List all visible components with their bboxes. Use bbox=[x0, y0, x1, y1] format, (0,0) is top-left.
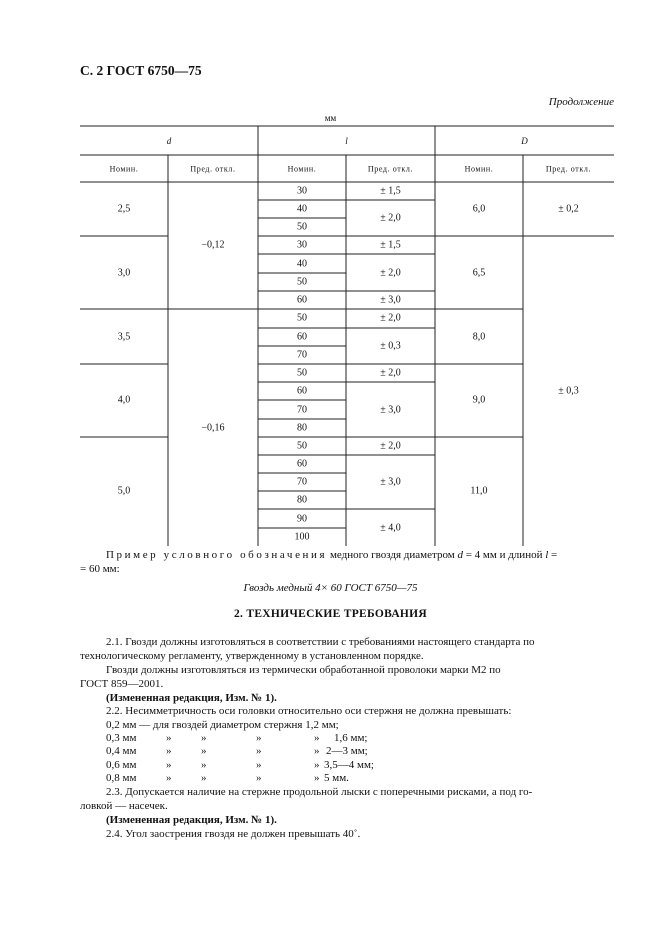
header-d: d bbox=[166, 136, 172, 146]
l-nominal-cell: 40 bbox=[297, 203, 307, 215]
col-l-nominal: Номин. bbox=[287, 164, 317, 174]
l-nominal-cell: 30 bbox=[297, 185, 307, 197]
example-text-a: медного гвоздя диаметром bbox=[327, 549, 458, 561]
ditto-row-left: 0,3 мм bbox=[106, 732, 137, 744]
l-nominal-cell: 40 bbox=[297, 258, 307, 270]
l-nominal-cell: 60 bbox=[297, 458, 307, 470]
d-nominal-cell: 3,5 bbox=[117, 331, 131, 343]
ditto-row-value: 5 мм. bbox=[324, 772, 349, 784]
ditto-mark: » bbox=[166, 759, 172, 771]
col-D-nominal: Номин. bbox=[464, 164, 494, 174]
amendment-note: (Измененная редакция, Изм. № 1). bbox=[106, 814, 277, 826]
unit-label: мм bbox=[324, 113, 337, 123]
ditto-row-value: 3,5—4 мм; bbox=[324, 759, 374, 771]
col-D-tolerance: Пред. откл. bbox=[545, 164, 592, 174]
p21b-line2: ГОСТ 859—2001. bbox=[80, 678, 164, 690]
example-spaced: Пример условного обозначения bbox=[106, 549, 328, 561]
example-text-b: = 4 мм и длиной bbox=[462, 549, 546, 561]
l-nominal-cell: 60 bbox=[297, 331, 307, 343]
l-nominal-cell: 50 bbox=[297, 312, 307, 324]
p22-text: 2.2. Несимметричность оси головки относительно оси стержня не должна превышать: bbox=[106, 705, 512, 717]
D-nominal-cell: 6,0 bbox=[472, 203, 486, 215]
p24-text: 2.4. Угол заострения гвоздя не должен превышать 40˚. bbox=[106, 828, 361, 840]
example-var-d: d bbox=[457, 549, 463, 561]
ditto-mark: » bbox=[314, 772, 320, 784]
ditto-mark: » bbox=[256, 759, 262, 771]
l-tolerance-cell: ± 3,0 bbox=[380, 476, 401, 488]
l-nominal-cell: 70 bbox=[297, 476, 307, 488]
ditto-row-left: 0,6 мм bbox=[106, 759, 137, 771]
ditto-row-left: 0,8 мм bbox=[106, 772, 137, 784]
l-nominal-cell: 80 bbox=[297, 494, 307, 506]
d-nominal-cell: 3,0 bbox=[117, 267, 131, 279]
l-nominal-cell: 70 bbox=[297, 404, 307, 416]
ditto-mark: » bbox=[166, 772, 172, 784]
l-nominal-cell: 90 bbox=[297, 513, 307, 525]
header-l: l bbox=[345, 136, 348, 146]
l-tolerance-cell: ± 3,0 bbox=[380, 404, 401, 416]
ditto-mark: » bbox=[256, 772, 262, 784]
l-tolerance-cell: ± 1,5 bbox=[380, 239, 401, 251]
D-nominal-cell: 8,0 bbox=[472, 331, 486, 343]
l-tolerance-cell: ± 2,0 bbox=[380, 212, 401, 224]
example-line-1 bbox=[106, 549, 557, 561]
D-nominal-cell: 6,5 bbox=[472, 267, 486, 279]
ditto-row-left: 0,4 мм bbox=[106, 745, 137, 757]
D-nominal-cell: 11,0 bbox=[470, 485, 488, 497]
l-nominal-cell: 50 bbox=[297, 440, 307, 452]
ditto-mark: » bbox=[256, 732, 262, 744]
ditto-row-value: 1,6 мм; bbox=[334, 732, 368, 744]
header-D: D bbox=[521, 136, 528, 146]
example-line-2: = 60 мм: bbox=[80, 563, 120, 575]
amendment-note: (Измененная редакция, Изм. № 1). bbox=[106, 692, 277, 704]
continuation-label: Продолжение bbox=[548, 96, 614, 108]
ditto-mark: » bbox=[314, 732, 320, 744]
example-var-l: l bbox=[545, 549, 549, 561]
ditto-mark: » bbox=[314, 759, 320, 771]
ditto-mark: » bbox=[166, 745, 172, 757]
ditto-mark: » bbox=[166, 732, 172, 744]
l-nominal-cell: 60 bbox=[297, 385, 307, 397]
ditto-mark: » bbox=[201, 745, 207, 757]
l-nominal-cell: 50 bbox=[297, 276, 307, 288]
col-l-tolerance: Пред. откл. bbox=[367, 164, 414, 174]
ditto-mark: » bbox=[256, 745, 262, 757]
l-tolerance-cell: ± 4,0 bbox=[380, 522, 401, 534]
l-nominal-cell: 60 bbox=[297, 294, 307, 306]
l-tolerance-cell: ± 2,0 bbox=[380, 367, 401, 379]
D-tolerance-cell: ± 0,2 bbox=[558, 203, 579, 215]
ditto-row-value: 2—3 мм; bbox=[326, 745, 368, 757]
ditto-mark: » bbox=[201, 759, 207, 771]
l-nominal-cell: 50 bbox=[297, 221, 307, 233]
ditto-mark: » bbox=[201, 732, 207, 744]
ditto-mark: » bbox=[201, 772, 207, 784]
p21-line2: технологическому регламенту, утвержденному в установленном порядке. bbox=[80, 650, 424, 662]
d-tolerance-cell: −0,16 bbox=[201, 422, 225, 434]
page-header: С. 2 ГОСТ 6750—75 bbox=[80, 63, 202, 78]
D-nominal-cell: 9,0 bbox=[472, 394, 486, 406]
l-nominal-cell: 70 bbox=[297, 349, 307, 361]
l-tolerance-cell: ± 2,0 bbox=[380, 440, 401, 452]
p22-first-row: 0,2 мм — для гвоздей диаметром стержня 1,2 мм; bbox=[106, 719, 339, 731]
p21b-line1: Гвозди должны изготовляться из термически обработанной проволоки марки М2 по bbox=[106, 664, 501, 676]
d-tolerance-cell: −0,12 bbox=[201, 239, 225, 251]
D-tolerance-cell: ± 0,3 bbox=[558, 385, 579, 397]
p23-line2: ловкой — насечек. bbox=[80, 800, 168, 812]
l-tolerance-cell: ± 3,0 bbox=[380, 294, 401, 306]
l-tolerance-cell: ± 1,5 bbox=[380, 185, 401, 197]
l-nominal-cell: 30 bbox=[297, 239, 307, 251]
l-tolerance-cell: ± 2,0 bbox=[380, 267, 401, 279]
p21-line1: 2.1. Гвозди должны изготовляться в соответствии с требованиями настоящего стандарта по bbox=[106, 636, 535, 648]
p23-line1: 2.3. Допускается наличие на стержне продольной лыски с поперечными рисками, а под го- bbox=[106, 786, 533, 798]
l-nominal-cell: 50 bbox=[297, 367, 307, 379]
ditto-mark: » bbox=[314, 745, 320, 757]
l-tolerance-cell: ± 0,3 bbox=[380, 340, 401, 352]
d-nominal-cell: 5,0 bbox=[117, 485, 131, 497]
col-d-tolerance: Пред. откл. bbox=[190, 164, 236, 174]
d-nominal-cell: 4,0 bbox=[117, 394, 131, 406]
col-d-nominal: Номин. bbox=[109, 164, 139, 174]
l-tolerance-cell: ± 2,0 bbox=[380, 312, 401, 324]
l-nominal-cell: 100 bbox=[294, 531, 310, 543]
d-nominal-cell: 2,5 bbox=[117, 203, 131, 215]
l-nominal-cell: 80 bbox=[297, 422, 307, 434]
section-title: 2. ТЕХНИЧЕСКИЕ ТРЕБОВАНИЯ bbox=[233, 608, 428, 620]
example-designation: Гвоздь медный 4× 60 ГОСТ 6750—75 bbox=[243, 582, 418, 594]
example-text-c: = bbox=[548, 549, 558, 561]
